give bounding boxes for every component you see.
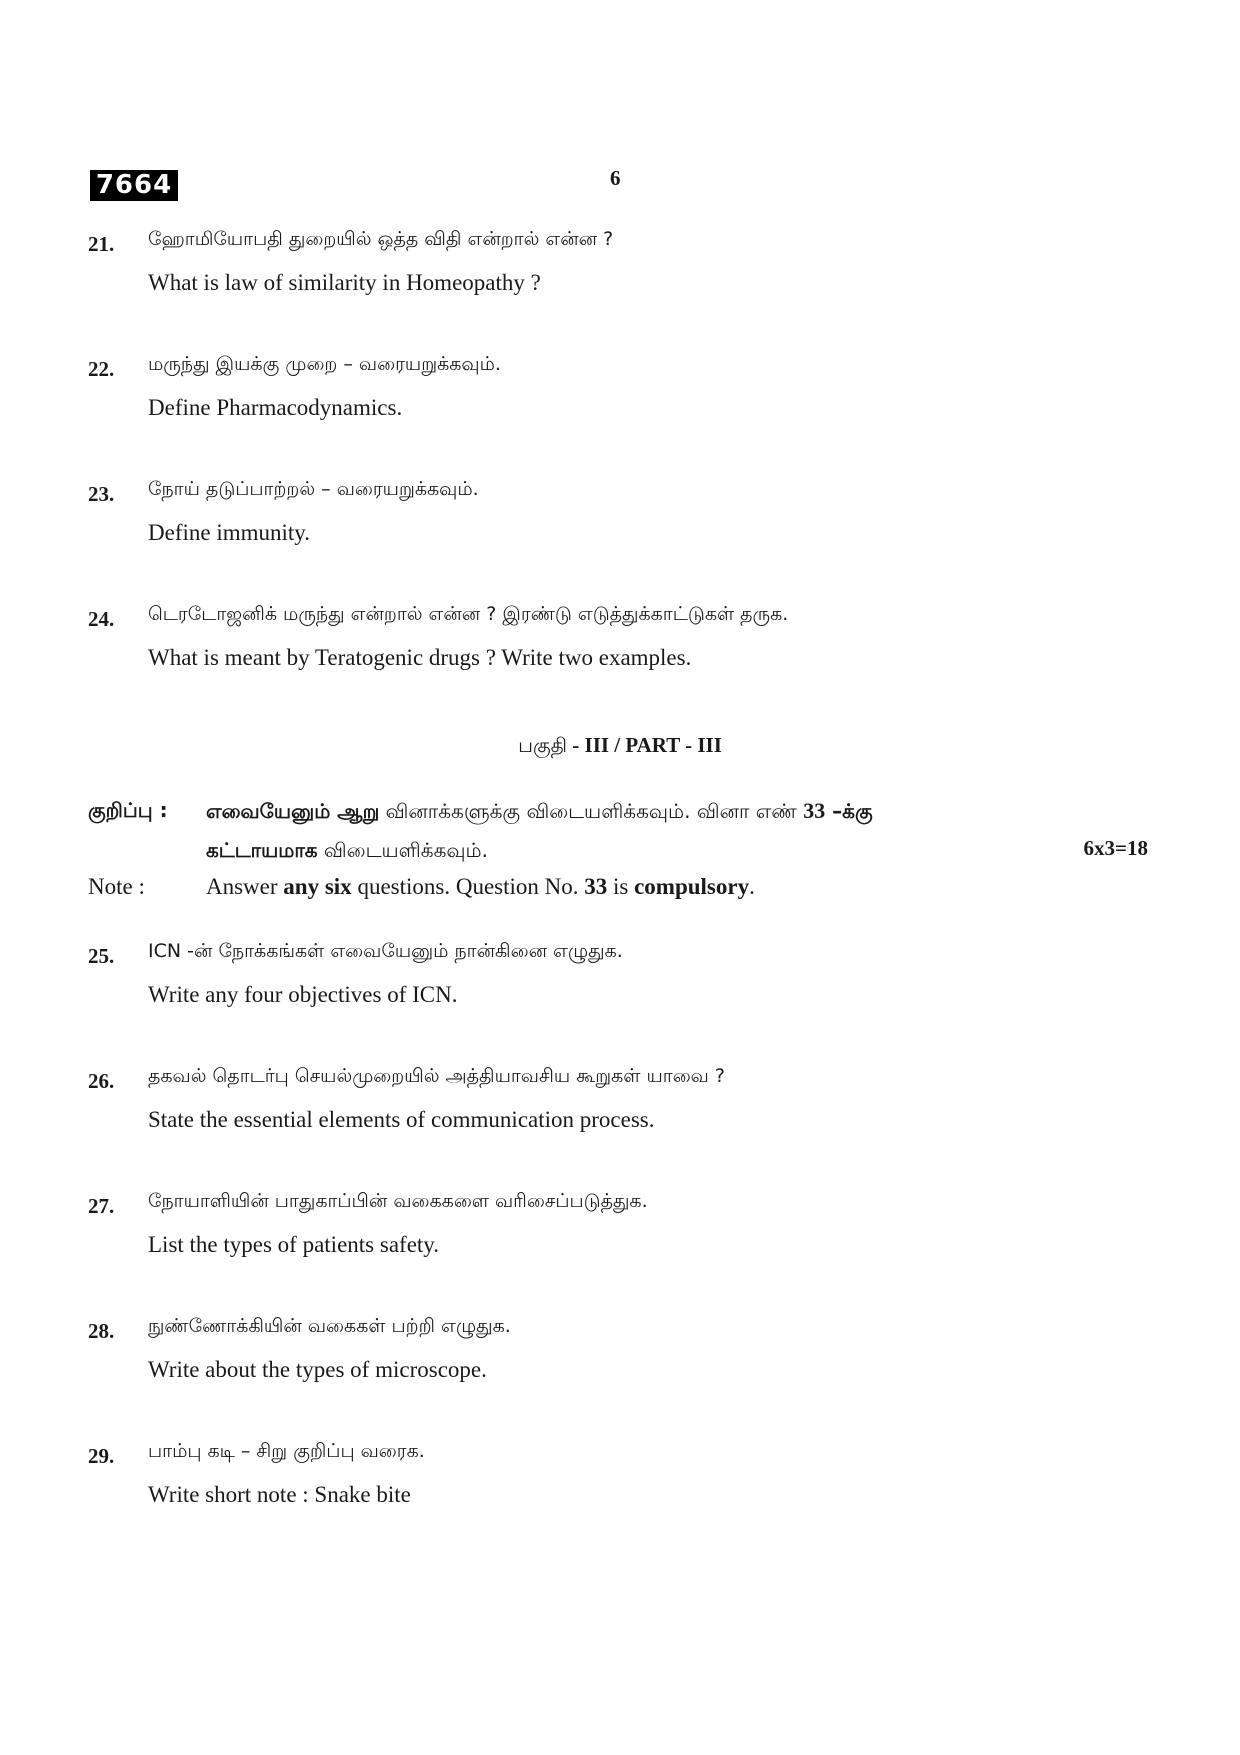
question-number: 23. (88, 482, 115, 506)
question-text-english: What is law of similarity in Homeopathy ? (148, 270, 541, 295)
question-text-tamil: ICN -ன் நோக்கங்கள் எவையேனும் நான்கினை எழுதுக. (148, 940, 623, 962)
question-text-english: Write any four objectives of ICN. (148, 982, 458, 1007)
question-text-english: Write short note : Snake bite (148, 1482, 411, 1507)
question-text-tamil: நோய் தடுப்பாற்றல் – வரையறுக்கவும். (148, 478, 479, 500)
question-number: 25. (88, 944, 115, 968)
question-number: 22. (88, 357, 115, 381)
part-heading (0, 733, 1240, 760)
note-label-english: Note : (88, 874, 145, 899)
question-text-tamil: டெரடோஜனிக் மருந்து என்றால் என்ன ? இரண்டு எடுத்துக்காட்டுகள் தருக. (148, 603, 789, 625)
question-number: 26. (88, 1069, 115, 1093)
question-text-tamil: நோயாளியின் பாதுகாப்பின் வகைகளை வரிசைப்படுத்துக. (148, 1190, 648, 1212)
question-text-english: What is meant by Teratogenic drugs ? Write two examples. (148, 645, 692, 670)
question-number: 21. (88, 232, 115, 256)
question-text-tamil: ஹோமியோபதி துறையில் ஒத்த விதி என்றால் என்ன ? (148, 228, 614, 250)
question-number: 29. (88, 1444, 115, 1468)
question-text-tamil: பாம்பு கடி – சிறு குறிப்பு வரைக. (148, 1440, 425, 1462)
question-number: 28. (88, 1319, 115, 1343)
note-label-tamil: குறிப்பு : (88, 798, 168, 822)
paper-code: 7664 (90, 170, 178, 201)
page-number: 6 (610, 166, 621, 190)
question-text-english: Define Pharmacodynamics. (148, 395, 403, 420)
marks-allocation: 6x3=18 (1083, 836, 1148, 860)
note-text-english: Answer any six questions. Question No. 33 is compulsory. (206, 874, 755, 899)
note-line-1: எவையேனும் ஆறு வினாக்களுக்கு விடையளிக்கவும். வினா எண் 33 –க்கு (206, 798, 873, 823)
question-number: 24. (88, 607, 115, 631)
part-heading-tamil: பகுதி (518, 733, 568, 757)
question-text-english: State the essential elements of communication process. (148, 1107, 655, 1132)
note-line-2: கட்டாயமாக விடையளிக்கவும். (206, 838, 488, 862)
question-text-tamil: நுண்ணோக்கியின் வகைகள் பற்றி எழுதுக. (148, 1315, 511, 1337)
question-text-english: Define immunity. (148, 520, 311, 545)
question-text-english: List the types of patients safety. (148, 1232, 440, 1257)
part-heading-english: - III / PART - III (567, 733, 722, 757)
question-text-english: Write about the types of microscope. (148, 1357, 487, 1382)
question-number: 27. (88, 1194, 115, 1218)
question-text-tamil: தகவல் தொடர்பு செயல்முறையில் அத்தியாவசிய கூறுகள் யாவை ? (148, 1065, 725, 1087)
question-text-tamil: மருந்து இயக்கு முறை – வரையறுக்கவும். (148, 353, 501, 375)
